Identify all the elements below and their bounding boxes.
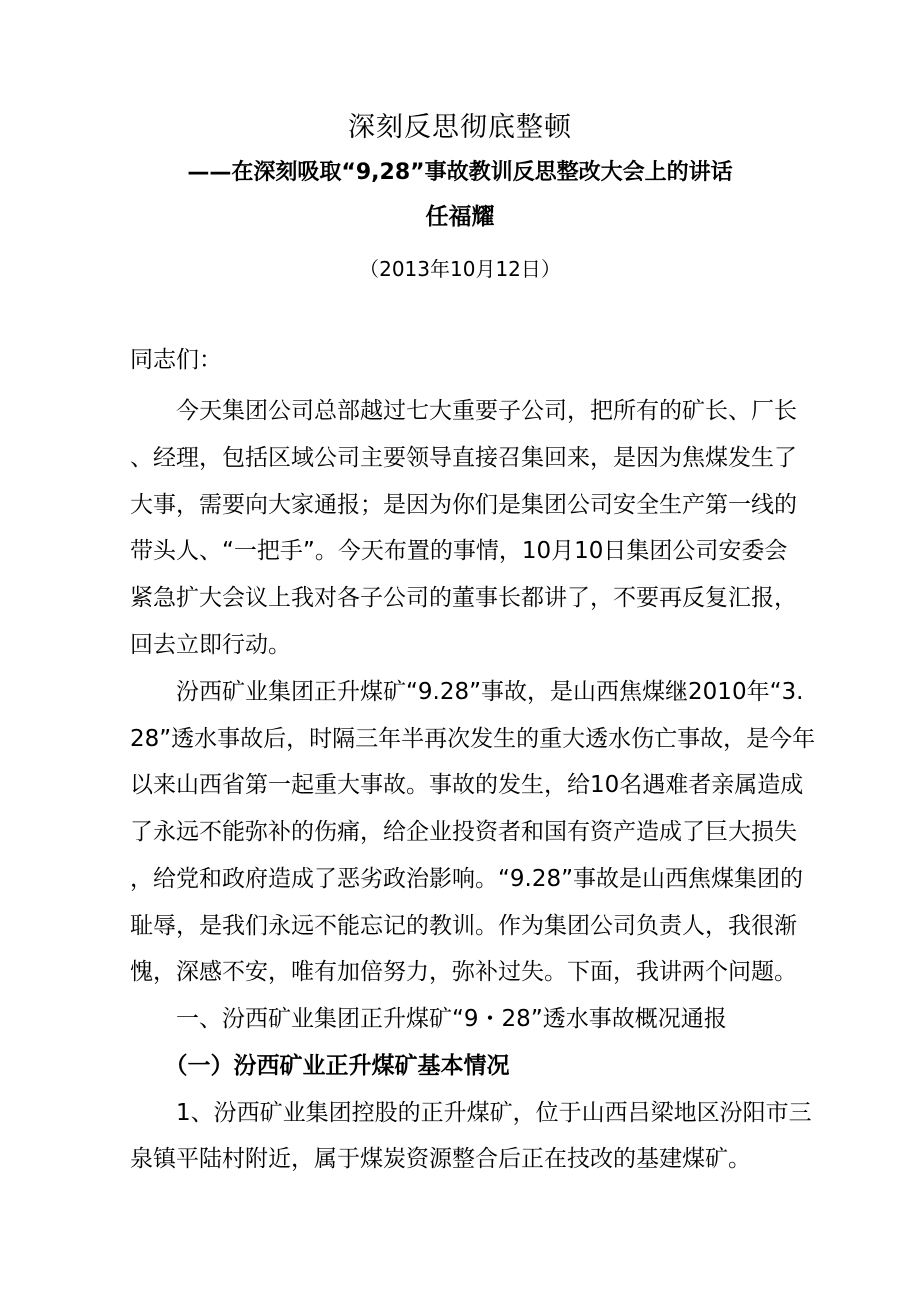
paragraph-line: 28”透水事故后，时隔三年半再次发生的重大透水伤亡事故，是今年 bbox=[130, 726, 816, 752]
author-name: 任福耀 bbox=[425, 204, 495, 230]
paragraph-line: ，给党和政府造成了恶劣政治影响。“9.28”事故是山西焦煤集团的 bbox=[130, 866, 804, 892]
paragraph-line: 紧急扩大会议上我对各子公司的董事长都讲了，不要再反复汇报， bbox=[130, 585, 797, 611]
paragraph-line: 耻辱，是我们永远不能忘记的教训。作为集团公司负责人，我很渐 bbox=[130, 913, 797, 939]
paragraph-line: 以来山西省第一起重大事故。事故的发生，给10名遇难者亲属造成 bbox=[130, 772, 804, 798]
section-heading: 一、汾西矿业集团正升煤矿“9・28”透水事故概况通报 bbox=[130, 1006, 727, 1032]
speech-date: （2013年10月12日） bbox=[359, 257, 561, 281]
paragraph-line: 、经理，包括区域公司主要领导直接召集回来，是因为焦煤发生了 bbox=[130, 445, 797, 471]
paragraph-line: 大事，需要向大家通报；是因为你们是集团公司安全生产第一线的 bbox=[130, 492, 797, 518]
paragraph-line: 泉镇平陆村附近，属于煤炭资源整合后正在技改的基建煤矿。 bbox=[130, 1146, 751, 1172]
paragraph-line: 了永远不能弥补的伤痛，给企业投资者和国有资产造成了巨大损失 bbox=[130, 819, 797, 845]
document-title: 深刻反思彻底整顿 bbox=[348, 112, 572, 143]
salutation: 同志们： bbox=[130, 347, 222, 373]
paragraph-line: 汾西矿业集团正升煤矿“9.28”事故，是山西焦煤继2010年“3. bbox=[130, 679, 804, 705]
paragraph-line: 今天集团公司总部越过七大重要子公司，把所有的矿长、厂长 bbox=[130, 398, 797, 424]
paragraph-line: 带头人、“一把手”。今天布置的事情，10月10日集团公司安委会 bbox=[130, 538, 788, 564]
subsection-heading: （一）汾西矿业正升煤矿基本情况 bbox=[130, 1053, 510, 1079]
paragraph-line: 1、汾西矿业集团控股的正升煤矿，位于山西吕梁地区汾阳市三 bbox=[130, 1100, 812, 1126]
paragraph-line: 回去立即行动。 bbox=[130, 632, 291, 658]
paragraph-line: 愧，深感不安，唯有加倍努力，弥补过失。下面，我讲两个问题。 bbox=[130, 959, 797, 985]
document-subtitle: ——在深刻吸取“9,28”事故教训反思整改大会上的讲话 bbox=[187, 160, 733, 185]
